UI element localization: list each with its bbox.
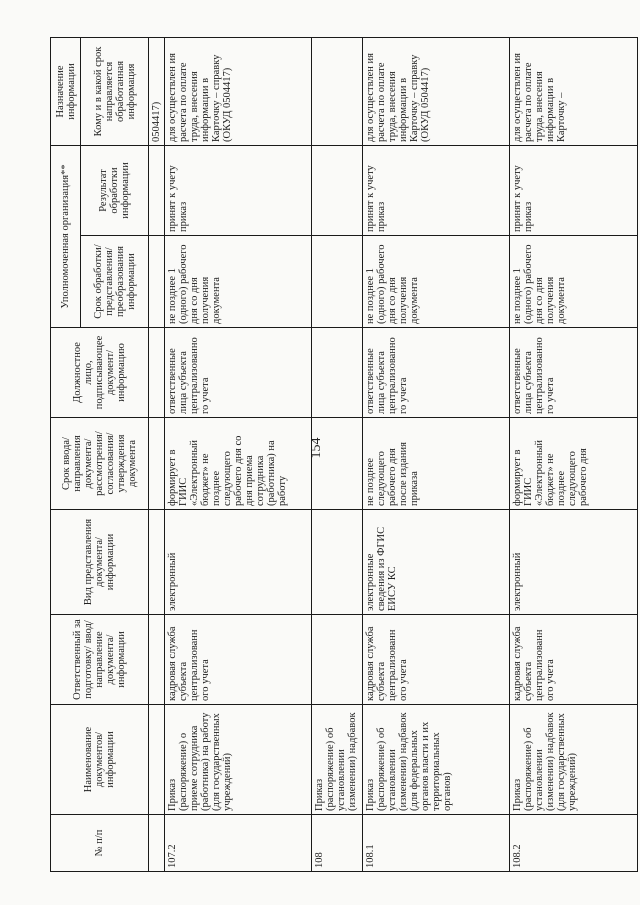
cell-org-result bbox=[311, 146, 362, 236]
cell-deadline: формирует в ГИИС «Электронный бюджет» не позднее следующего рабочего дня bbox=[510, 418, 638, 510]
table-row-108 bbox=[311, 38, 362, 872]
header-recipient: Кому и в какой срок направляется обработанная информация bbox=[81, 38, 149, 146]
cell-format: электронный bbox=[165, 510, 312, 615]
cell-responsible bbox=[311, 615, 362, 705]
table-row-108-2 bbox=[510, 38, 638, 872]
cell-org-deadline: не позднее 1 (одного) рабочего дня со дня получения документа bbox=[510, 236, 638, 328]
cell-official: ответственные лица субъекта централизованно го учета bbox=[363, 328, 510, 418]
cell-responsible: кадровая служба субъекта централизованн ого учета bbox=[363, 615, 510, 705]
rotated-page bbox=[50, 38, 638, 872]
cell-num: 108.1 bbox=[363, 815, 510, 872]
table-row-107-2 bbox=[165, 38, 312, 872]
cell-recipient: для осуществлен ия расчета по оплате труда, внесения информации в Карточку – справку (ОКУД 0504417) bbox=[363, 38, 510, 146]
cell-org-deadline: не позднее 1 (одного) рабочего дня со дня получения документа bbox=[363, 236, 510, 328]
cell-num: 107.2 bbox=[165, 815, 312, 872]
cell-recipient: для осуществлен ия расчета по оплате труда, внесения информации в Карточку – справку (ОКУД 0504417) bbox=[165, 38, 312, 146]
document-register-table bbox=[50, 37, 638, 872]
cell-name: Приказ (распоряжение) об установлении (изменении) надбавок (для федеральных органов власти и их территориальных органов) bbox=[363, 705, 510, 815]
cell-deadline bbox=[311, 418, 362, 510]
cell-official bbox=[311, 328, 362, 418]
prev-recipient-tail: 0504417) bbox=[149, 38, 165, 146]
header-format: Вид представления документа/ информации bbox=[51, 510, 149, 615]
cell-num: 108 bbox=[311, 815, 362, 872]
cell-num: 108.2 bbox=[510, 815, 638, 872]
header-org-result: Результат обработки информации bbox=[81, 146, 149, 236]
cell-org-result: принят к учету приказ bbox=[363, 146, 510, 236]
header-org-deadline: Срок обработки/ представления/ преобразования информации bbox=[81, 236, 149, 328]
header-responsible: Ответственный за подготовку/ ввод/ направление документа/ информации bbox=[51, 615, 149, 705]
page-number: 154 bbox=[309, 437, 324, 459]
header-name: Наименование документов/информации bbox=[51, 705, 149, 815]
cell-org-deadline: не позднее 1 (одного) рабочего дня со дня получения документа bbox=[165, 236, 312, 328]
table-row-108-1 bbox=[363, 38, 510, 872]
cell-format: электронные сведения из ФГИС ЕИСУ КС bbox=[363, 510, 510, 615]
header-org-group: Уполномоченная организация** bbox=[51, 146, 81, 328]
cell-official: ответственные лица субъекта централизованно го учета bbox=[510, 328, 638, 418]
cell-official: ответственные лица субъекта централизованно го учета bbox=[165, 328, 312, 418]
cell-name: Приказ (распоряжение) об установлении (изменении) надбавок (для государственных учреждений) bbox=[510, 705, 638, 815]
cell-responsible: кадровая служба субъекта централизованн ого учета bbox=[165, 615, 312, 705]
cell-format bbox=[311, 510, 362, 615]
header-row-1 bbox=[51, 38, 81, 872]
cell-name: Приказ (распоряжение) об установлении (изменении) надбавок bbox=[311, 705, 362, 815]
cell-format: электронный bbox=[510, 510, 638, 615]
header-spacer-row bbox=[149, 38, 165, 872]
cell-name: Приказ (распоряжение) о приеме сотрудника (работника) на работу (для государственных учреждений) bbox=[165, 705, 312, 815]
cell-org-result: принят к учету приказ bbox=[510, 146, 638, 236]
cell-responsible: кадровая служба субъекта централизованн ого учета bbox=[510, 615, 638, 705]
header-deadline: Срок ввода/ направления документа/ рассмотрения/ согласования/ утверждения документа bbox=[51, 418, 149, 510]
header-official: Должностное лицо, подписывающее документ/ информацию bbox=[51, 328, 149, 418]
cell-deadline: не позднее следующего рабочего дня после издания приказа bbox=[363, 418, 510, 510]
cell-org-deadline bbox=[311, 236, 362, 328]
header-num: № п/п bbox=[51, 815, 149, 872]
cell-org-result: принят к учету приказ bbox=[165, 146, 312, 236]
cell-recipient: для осуществлен ия расчета по оплате труда, внесения информации в Карточку – bbox=[510, 38, 638, 146]
cell-deadline: формирует в ГИИС «Электронный бюджет» не позднее следующего рабочего дня со дня приема сотрудника (работника) на работу bbox=[165, 418, 312, 510]
header-purpose: Назначение информации bbox=[51, 38, 81, 146]
cell-recipient bbox=[311, 38, 362, 146]
